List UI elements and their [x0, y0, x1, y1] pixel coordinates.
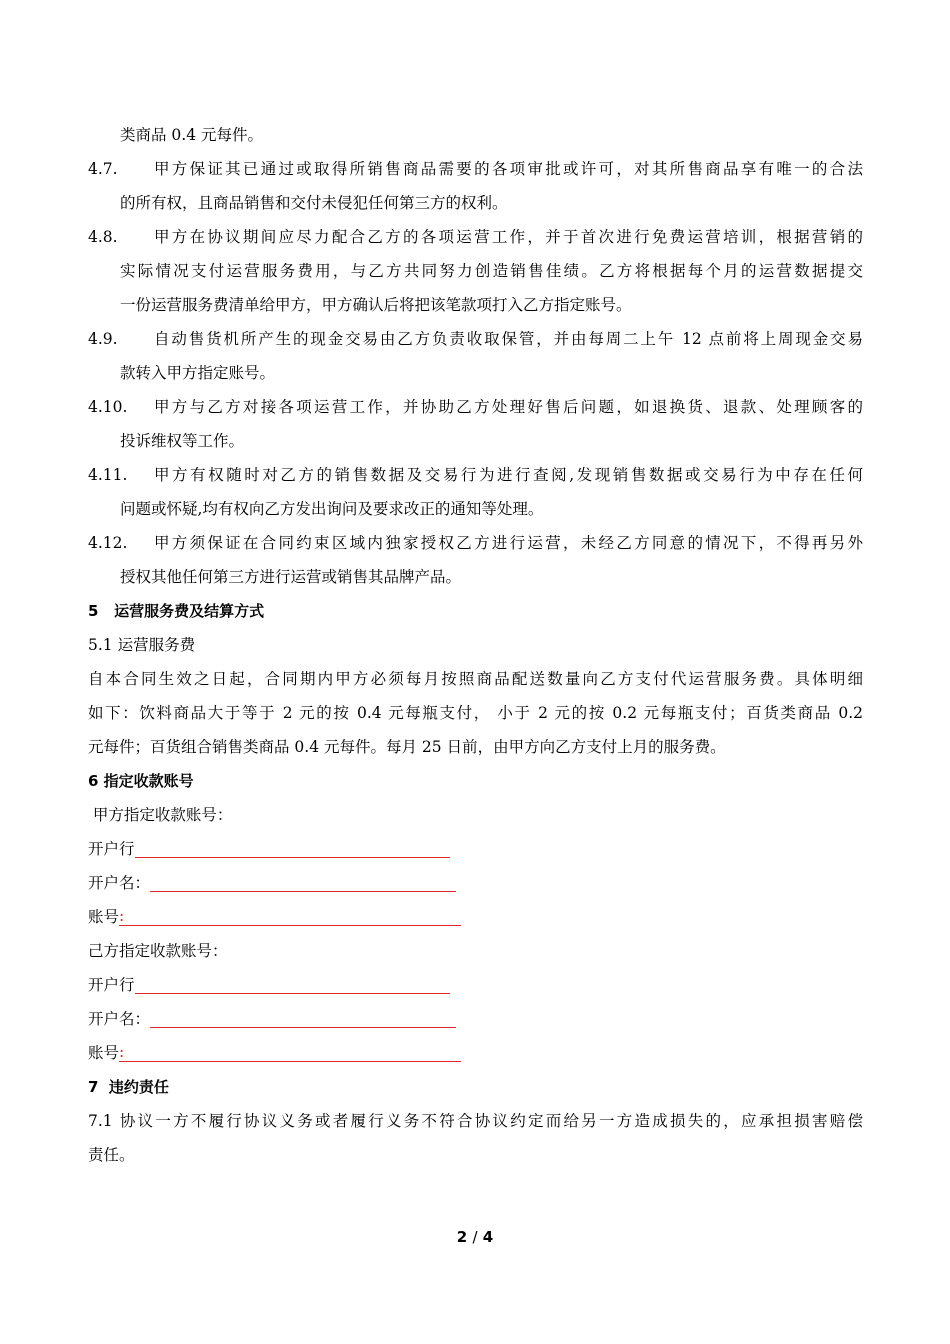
name-blank-line[interactable]: [150, 869, 456, 892]
field-label: 开户名：: [88, 874, 151, 892]
party-a-bank-field: [88, 832, 863, 866]
account-colon: :: [119, 907, 125, 925]
clause-text: 甲方与乙方对接各项运营工作，并协助乙方处理好售后问题，如退换货、退款、处理顾客的: [154, 398, 863, 416]
clause-text: 一份运营服务费清单给甲方，甲方确认后将把该笔款项打入乙方指定账号。: [120, 296, 632, 314]
subsection-5-1: 5.1 运营服务费: [88, 636, 196, 654]
clause-number: 4.12.: [88, 534, 128, 552]
section-heading-7: 7 违约责任: [88, 1078, 169, 1096]
party-b-bank-field: [88, 968, 863, 1002]
clause-number: 4.11.: [88, 466, 128, 484]
clause-text: 甲方保证其已通过或取得所销售商品需要的各项审批或许可，对其所售商品享有唯一的合法: [154, 160, 863, 178]
bank-blank-line[interactable]: [135, 835, 450, 858]
party-b-name-field: [88, 1002, 863, 1036]
clause-4-10: [88, 390, 863, 424]
section-heading-6: 6 指定收款账号: [88, 772, 194, 790]
clause-4-7: [88, 152, 863, 186]
clause-number: 4.7.: [88, 160, 118, 178]
clause-text: 实际情况支付运营服务费用，与乙方共同努力创造销售佳绩。乙方将根据每个月的运营数据提交: [120, 262, 863, 280]
account-colon: :: [119, 1043, 125, 1061]
clause-text: 甲方有权随时对乙方的销售数据及交易行为进行查阅,发现销售数据或交易行为中存在任何: [154, 466, 863, 484]
total-pages: 4: [482, 1228, 494, 1246]
clause-continuation: 类商品 0.4 元每件。: [120, 126, 264, 144]
clause-text: 问题或怀疑,均有权向乙方发出询问及要求改正的通知等处理。: [120, 500, 544, 518]
party-a-name-field: [88, 866, 863, 900]
account-blank-line[interactable]: [119, 1039, 461, 1062]
clause-text: 的所有权，且商品销售和交付未侵犯任何第三方的权利。: [120, 194, 508, 212]
party-a-account-field: [88, 900, 863, 934]
field-label: 账号: [88, 908, 120, 926]
page-number: [0, 1228, 950, 1246]
field-label: 开户行: [88, 976, 135, 994]
clause-4-11: [88, 458, 863, 492]
clause-text: 授权其他任何第三方进行运营或销售其品牌产品。: [120, 568, 462, 586]
current-page: 2: [456, 1228, 468, 1246]
clause-text: 款转入甲方指定账号。: [120, 364, 276, 382]
clause-text: 投诉维权等工作。: [120, 432, 245, 450]
section5-paragraph: 元每件；百货组合销售类商品 0.4 元每件。每月 25 日前，由甲方向乙方支付上月的服务费。: [88, 738, 726, 756]
clause-number: 4.10.: [88, 398, 128, 416]
party-b-account-field: [88, 1036, 863, 1070]
clause-number: 4.8.: [88, 228, 118, 246]
clause-4-8: [88, 220, 863, 254]
bank-blank-line[interactable]: [135, 971, 450, 994]
section5-paragraph: 如下：饮料商品大于等于 2 元的按 0.4 元每瓶支付， 小于 2 元的按 0.2 元每瓶支付；百货类商品 0.2: [88, 704, 863, 722]
page-separator: /: [472, 1228, 478, 1246]
name-blank-line[interactable]: [150, 1005, 456, 1028]
clause-4-9: [88, 322, 863, 356]
section5-paragraph: 自本合同生效之日起，合同期内甲方必须每月按照商品配送数量向乙方支付代运营服务费。具体明细: [88, 670, 863, 688]
party-a-account-label: 甲方指定收款账号：: [88, 806, 233, 824]
clause-number: 4.9.: [88, 330, 118, 348]
section-heading-5: 5 运营服务费及结算方式: [88, 602, 265, 620]
clause-text: 自动售货机所产生的现金交易由乙方负责收取保管，并由每周二上午 12 点前将上周现金交易: [154, 330, 863, 348]
clause-4-12: [88, 526, 863, 560]
section7-paragraph: 7.1 协议一方不履行协议义务或者履行义务不符合协议约定而给另一方造成损失的，应承担损害赔偿: [88, 1112, 863, 1130]
party-b-account-label: 己方指定收款账号：: [88, 942, 228, 960]
document-page: [88, 118, 863, 1172]
field-label: 开户名：: [88, 1010, 151, 1028]
clause-text: 甲方在协议期间应尽力配合乙方的各项运营工作，并于首次进行免费运营培训，根据营销的: [154, 228, 863, 246]
field-label: 账号: [88, 1044, 120, 1062]
section7-paragraph: 责任。: [88, 1146, 135, 1164]
clause-text: 甲方须保证在合同约束区域内独家授权乙方进行运营，未经乙方同意的情况下，不得再另外: [154, 534, 863, 552]
account-blank-line[interactable]: [119, 903, 461, 926]
field-label: 开户行: [88, 840, 135, 858]
